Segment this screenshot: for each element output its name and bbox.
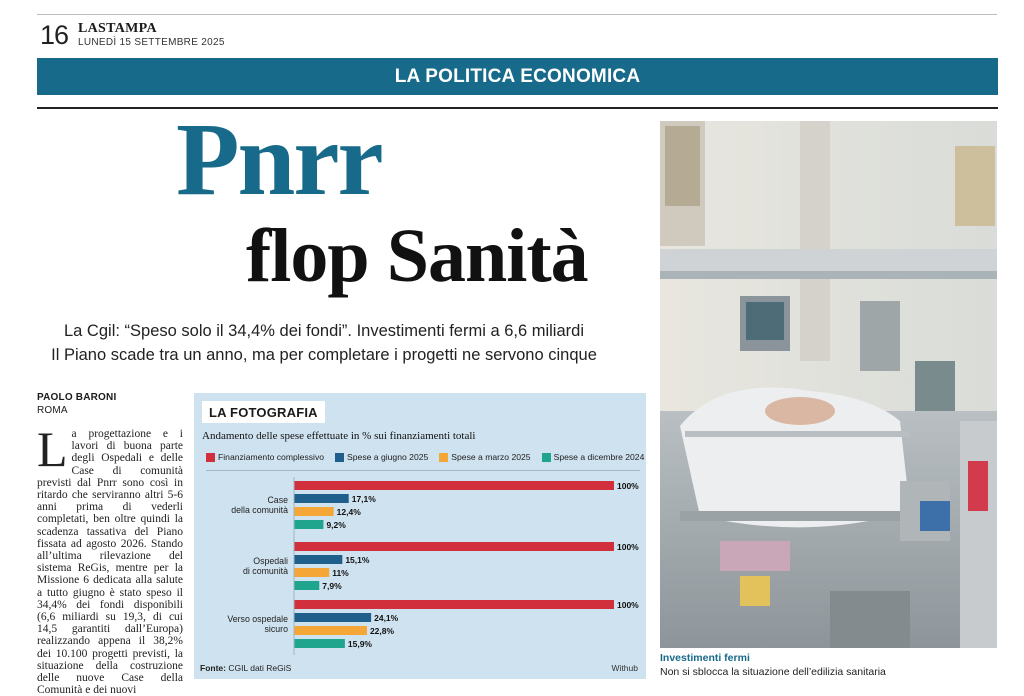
legend-label: Spese a giugno 2025	[347, 452, 429, 462]
bar	[294, 542, 614, 551]
category-label: Ospedali	[253, 556, 288, 566]
legend-label: Spese a marzo 2025	[451, 452, 531, 462]
category-label: Case	[267, 495, 288, 505]
bar-value-label: 7,9%	[322, 581, 342, 591]
chart-source: Fonte: CGIL dati ReGiS	[200, 663, 292, 673]
bar	[294, 581, 319, 590]
bar	[294, 626, 367, 635]
bar-value-label: 100%	[617, 481, 639, 491]
bar-value-label: 22,8%	[369, 626, 395, 636]
photo-caption-text: Non si sblocca la situazione dell’edilizia sanitaria	[660, 666, 886, 678]
bar-value-label: 12,4%	[336, 507, 361, 517]
byline: PAOLO BARONI	[37, 392, 117, 403]
subhead-line-1: La Cgil: “Speso solo il 34,4% dei fondi”. Investimenti fermi a 6,6 miliardi	[64, 322, 584, 340]
bar	[294, 568, 329, 577]
bar	[294, 494, 349, 503]
infographic-subtitle: Andamento delle spese effettuate in % sui finanziamenti totali	[202, 430, 476, 442]
bar	[294, 600, 614, 609]
infographic-tag: LA FOTOGRAFIA	[202, 401, 325, 423]
bar-value-label: 11%	[332, 568, 349, 578]
bar-value-label: 24,1%	[374, 613, 399, 623]
legend-label: Spese a dicembre 2024	[553, 452, 645, 462]
category-label: sicuro	[264, 624, 288, 634]
article-text: a progettazione e i lavori di buona parte degli Ospedali e delle Case di comunità previsti dal Pnrr sono così in ritardo che serviranno altri 5-6 anni prima di vederli completati, ben oltre quindi la scadenza tassativa del Piano fissata ad agosto 2026. Stando all’ultima rilevazione del sistema ReGis, mentre per la Missione 6 dedicata alla salute a tutto giugno è stato speso il 34,4% dei fondi disponibili (6,6 miliardi su 19,3, di cui 14,5 garantiti dall’Europa) realizzando appena il 38,2% dei 10.100 progetti previsti, la situazione della costruzione delle nuove Case della Comunità e dei nuovi	[37, 428, 183, 696]
bar	[294, 520, 323, 529]
bar-chart	[194, 393, 646, 679]
category-label: Verso ospedale	[227, 614, 288, 624]
bar-value-label: 15,9%	[347, 639, 372, 649]
bar	[294, 639, 345, 648]
hospital-photo	[660, 121, 997, 648]
article-body	[37, 421, 183, 696]
drop-cap: L	[37, 421, 68, 477]
infographic	[194, 393, 646, 679]
bar	[294, 507, 334, 516]
headline-line-2: flop Sanità	[246, 214, 588, 298]
bar-value-label: 9,2%	[326, 520, 346, 530]
dateline-place: ROMA	[37, 405, 68, 416]
bar-value-label: 15,1%	[345, 555, 370, 565]
chart-credit: Withub	[611, 663, 638, 673]
category-label: della comunità	[231, 505, 288, 515]
headline-line-1: Pnrr	[176, 102, 382, 217]
hospital-ward-illustration	[660, 121, 997, 648]
bar	[294, 555, 342, 564]
bar	[294, 481, 614, 490]
category-label: di comunità	[243, 566, 288, 576]
masthead: LASTAMPA	[78, 21, 157, 36]
bar	[294, 613, 371, 622]
section-bar	[37, 58, 998, 95]
top-rule	[37, 14, 997, 15]
section-title: LA POLITICA ECONOMICA	[394, 65, 641, 87]
page-number: 16	[40, 20, 69, 50]
dateline: LUNEDÌ 15 SETTEMBRE 2025	[78, 37, 225, 48]
bar-value-label: 17,1%	[351, 494, 376, 504]
photo-caption-title: Investimenti fermi	[660, 652, 750, 664]
bar-value-label: 100%	[617, 600, 639, 610]
subhead-line-2: Il Piano scade tra un anno, ma per completare i progetti ne servono cinque	[51, 346, 597, 364]
legend-label: Finanziamento complessivo	[218, 452, 325, 462]
bar-value-label: 100%	[617, 542, 639, 552]
